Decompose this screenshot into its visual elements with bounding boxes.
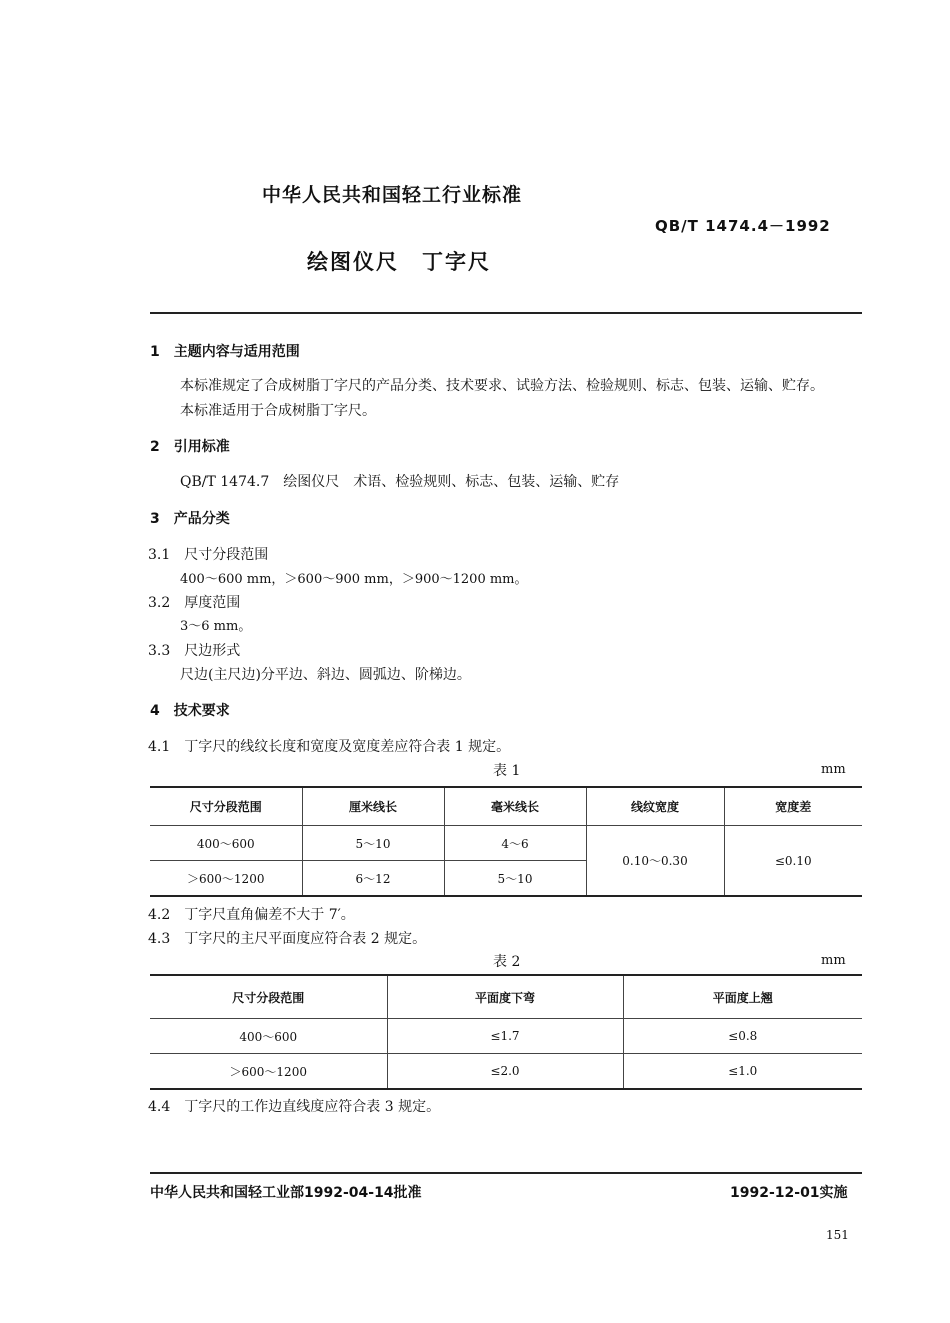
title-divider bbox=[150, 312, 862, 314]
table-header-cell: 尺寸分段范围 bbox=[150, 975, 387, 1019]
standard-number: QB/T 1474.4－1992 bbox=[655, 217, 831, 235]
table-cell: 4～6 bbox=[444, 826, 586, 861]
table-header-row bbox=[150, 787, 862, 826]
table-header-cell: 线纹宽度 bbox=[586, 787, 724, 826]
table-header-cell: 毫米线长 bbox=[444, 787, 586, 826]
table-cell: 5～10 bbox=[444, 861, 586, 897]
subsection-3-3-heading: 3.3 尺边形式 bbox=[148, 643, 241, 659]
table-header-cell: 厘米线长 bbox=[302, 787, 444, 826]
section-2-paragraph: QB/T 1474.7 绘图仪尺 术语、检验规则、标志、包装、运输、贮存 bbox=[180, 474, 620, 490]
table-1-unit: mm bbox=[821, 762, 846, 777]
subsection-3-2-heading: 3.2 厚度范围 bbox=[148, 595, 241, 611]
table-cell: ≤2.0 bbox=[387, 1054, 623, 1090]
section-1-paragraph-1: 本标准规定了合成树脂丁字尺的产品分类、技术要求、试验方法、检验规则、标志、包装、运输、贮存。 bbox=[180, 378, 824, 394]
section-2-heading: 2 引用标准 bbox=[150, 439, 230, 455]
table-cell: ＞600～1200 bbox=[150, 1054, 387, 1090]
table-header-cell: 宽度差 bbox=[724, 787, 862, 826]
footer-divider bbox=[150, 1172, 862, 1174]
table-header-cell: 平面度下弯 bbox=[387, 975, 623, 1019]
table-2 bbox=[150, 974, 862, 1090]
section-4-heading: 4 技术要求 bbox=[150, 703, 230, 719]
table-header-cell: 尺寸分段范围 bbox=[150, 787, 302, 826]
document-title: 绘图仪尺 丁字尺 bbox=[307, 250, 491, 274]
subsection-4-1-text: 4.1 丁字尺的线纹长度和宽度及宽度差应符合表 1 规定。 bbox=[148, 739, 511, 755]
table-cell: ≤1.7 bbox=[387, 1019, 623, 1054]
section-1-heading: 1 主题内容与适用范围 bbox=[150, 344, 300, 360]
page-number: 151 bbox=[826, 1228, 849, 1242]
subsection-3-1-text: 400～600 mm，＞600～900 mm，＞900～1200 mm。 bbox=[180, 572, 528, 587]
table-row bbox=[150, 1019, 862, 1054]
table-cell-line-width: 0.10～0.30 bbox=[586, 826, 724, 897]
section-1-paragraph-2: 本标准适用于合成树脂丁字尺。 bbox=[180, 403, 376, 419]
table-row bbox=[150, 1054, 862, 1090]
table-cell: 400～600 bbox=[150, 1019, 387, 1054]
table-row bbox=[150, 826, 862, 861]
issuing-body-title: 中华人民共和国轻工行业标准 bbox=[262, 184, 523, 206]
subsection-3-1-heading: 3.1 尺寸分段范围 bbox=[148, 547, 269, 563]
table-cell: ≤1.0 bbox=[623, 1054, 862, 1090]
table-cell: 400～600 bbox=[150, 826, 302, 861]
table-header-cell: 平面度上翘 bbox=[623, 975, 862, 1019]
approval-note: 中华人民共和国轻工业部1992-04-14批准 bbox=[150, 1185, 422, 1201]
table-cell: 5～10 bbox=[302, 826, 444, 861]
subsection-4-3-text: 4.3 丁字尺的主尺平面度应符合表 2 规定。 bbox=[148, 931, 427, 947]
table-2-unit: mm bbox=[821, 953, 846, 968]
section-3-heading: 3 产品分类 bbox=[150, 511, 230, 527]
subsection-4-4-text: 4.4 丁字尺的工作边直线度应符合表 3 规定。 bbox=[148, 1099, 441, 1115]
subsection-3-2-text: 3～6 mm。 bbox=[180, 619, 252, 634]
subsection-4-2-text: 4.2 丁字尺直角偏差不大于 7′。 bbox=[148, 907, 355, 923]
table-cell: ＞600～1200 bbox=[150, 861, 302, 897]
table-1 bbox=[150, 786, 862, 897]
table-header-row bbox=[150, 975, 862, 1019]
implementation-date: 1992-12-01实施 bbox=[730, 1185, 848, 1201]
table-2-caption: 表 2 bbox=[493, 954, 521, 970]
table-cell: 6～12 bbox=[302, 861, 444, 897]
table-1-caption: 表 1 bbox=[493, 763, 521, 779]
subsection-3-3-text: 尺边(主尺边)分平边、斜边、圆弧边、阶梯边。 bbox=[180, 667, 471, 683]
table-cell: ≤0.8 bbox=[623, 1019, 862, 1054]
table-cell-width-diff: ≤0.10 bbox=[724, 826, 862, 897]
